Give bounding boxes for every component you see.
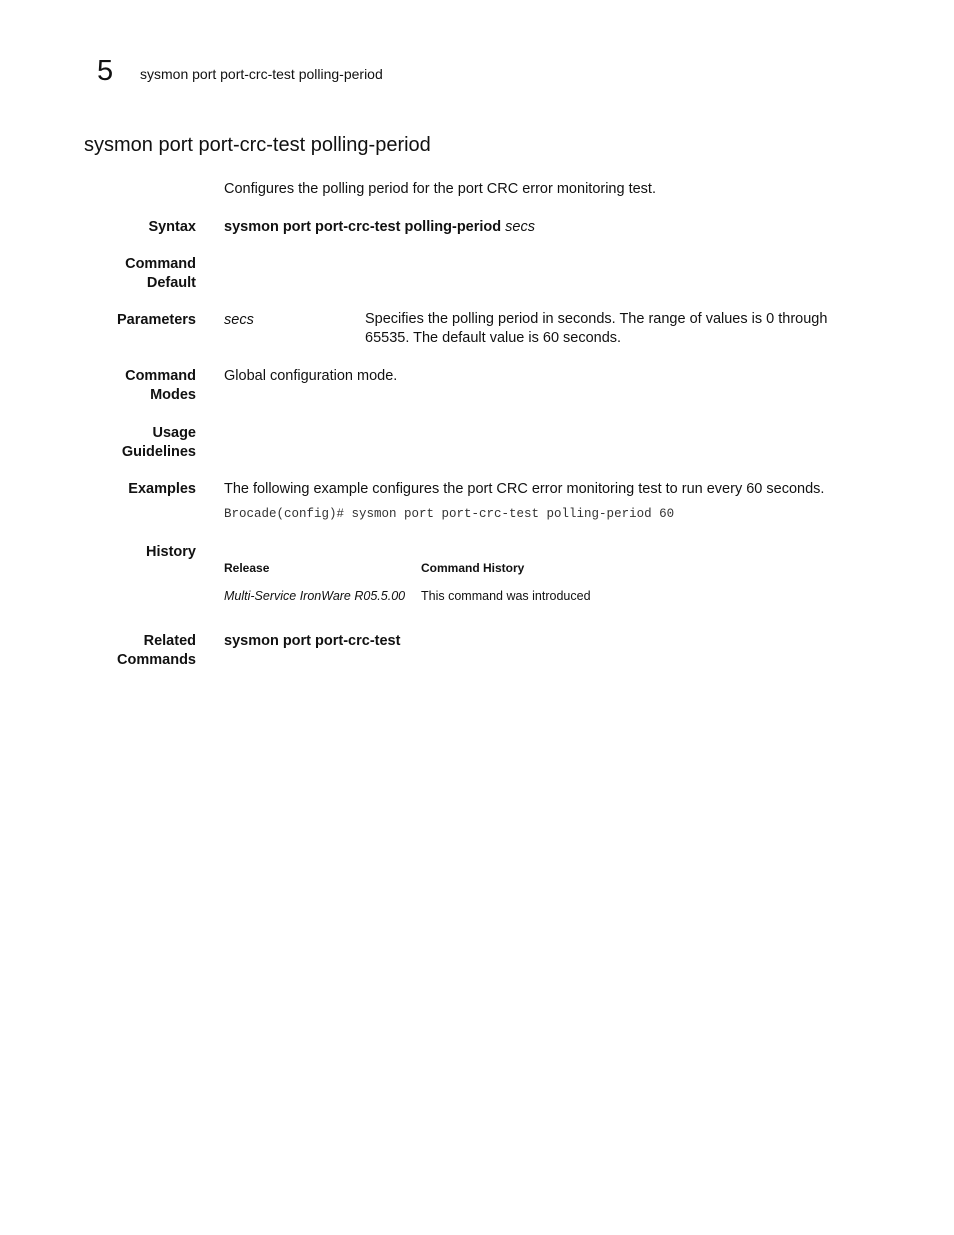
history-header-release: Release [224, 561, 270, 575]
syntax-label: Syntax [148, 219, 196, 235]
history-label: History [146, 544, 196, 560]
chapter-number: 5 [97, 55, 114, 87]
command-modes-label: Command Modes [125, 368, 196, 403]
example-description: The following example configures the port CRC error monitoring test to run every 60 seconds. [224, 481, 825, 497]
parameter-description: Specifies the polling period in seconds. The range of values is 0 through 65535. The default value is 60 seconds. [365, 311, 828, 346]
related-commands-label: Related Commands [117, 633, 196, 668]
history-row-release: Multi-Service IronWare R05.5.00 [224, 589, 406, 603]
history-row-description: This command was introduced [421, 589, 591, 603]
command-default-label: Command Default [125, 256, 196, 291]
history-header-command-history: Command History [421, 561, 525, 575]
parameter-name: secs [224, 312, 254, 328]
examples-label: Examples [128, 481, 196, 497]
syntax-argument: secs [505, 219, 535, 235]
example-code: Brocade(config)# sysmon port port-crc-test polling-period 60 [224, 507, 675, 521]
syntax-command: sysmon port port-crc-test polling-period [224, 219, 502, 235]
usage-guidelines-label: Usage Guidelines [121, 425, 196, 460]
related-command-link[interactable]: sysmon port port-crc-test [224, 633, 401, 649]
parameters-label: Parameters [117, 312, 196, 328]
running-title: sysmon port port-crc-test polling-period [140, 66, 383, 82]
intro-text: Configures the polling period for the port CRC error monitoring test. [224, 181, 656, 197]
syntax-line [224, 218, 535, 237]
page-title: sysmon port port-crc-test polling-period [84, 134, 431, 156]
command-modes-text: Global configuration mode. [224, 368, 398, 384]
